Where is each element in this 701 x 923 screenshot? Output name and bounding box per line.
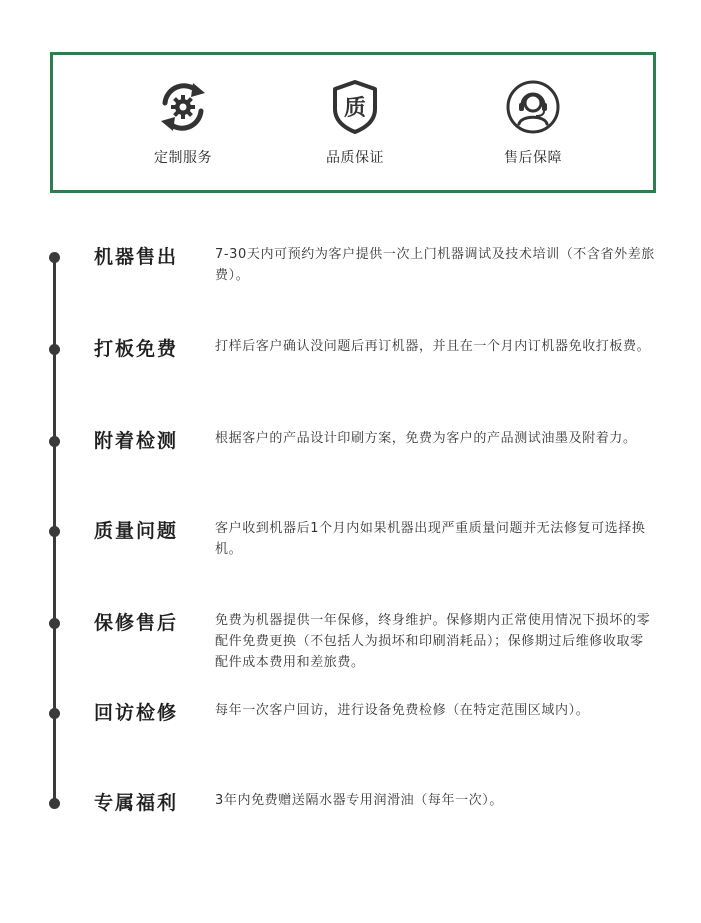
timeline-dot — [49, 708, 60, 719]
service-label: 定制服务 — [154, 150, 212, 166]
timeline-title: 专属福利 — [94, 792, 179, 814]
timeline-title: 回访检修 — [94, 702, 179, 724]
timeline-desc: 每年一次客户回访，进行设备免费检修（在特定范围区域内）。 — [215, 703, 590, 718]
service-quality — [285, 77, 425, 167]
gear-refresh-icon — [153, 77, 213, 137]
timeline-title: 保修售后 — [94, 612, 179, 634]
timeline-title: 机器售出 — [94, 246, 179, 268]
service-label: 品质保证 — [326, 150, 384, 166]
timeline-desc: 客户收到机器后1个月内如果机器出现严重质量问题并无法修复可选择换机。 — [215, 521, 646, 557]
timeline-desc: 打样后客户确认没问题后再订机器，并且在一个月内订机器免收打板费。 — [215, 339, 651, 354]
timeline-title: 打板免费 — [94, 338, 179, 360]
timeline-title: 质量问题 — [94, 520, 179, 542]
timeline-dot — [49, 344, 60, 355]
timeline-desc: 3年内免费赠送隔水器专用润滑油（每年一次）。 — [215, 793, 503, 808]
headset-support-icon — [503, 77, 563, 137]
service-label: 售后保障 — [504, 150, 562, 166]
timeline-desc: 免费为机器提供一年保修，终身维护。保修期内正常使用情况下损坏的零配件免费更换（不包括人为损坏和印刷消耗品）；保修期过后维修收取零配件成本费用和差旅费。 — [215, 613, 651, 670]
timeline-dot — [49, 252, 60, 263]
timeline-dot — [49, 436, 60, 447]
quality-shield-icon — [325, 77, 385, 137]
service-box — [50, 52, 656, 193]
timeline-title: 附着检测 — [94, 430, 179, 452]
timeline-dot — [49, 618, 60, 629]
timeline-dot — [49, 798, 60, 809]
shield-glyph: 质 — [343, 96, 367, 121]
timeline-desc: 7-30天内可预约为客户提供一次上门机器调试及技术培训（不含省外差旅费）。 — [215, 247, 655, 283]
timeline-desc: 根据客户的产品设计印刷方案，免费为客户的产品测试油墨及附着力。 — [215, 431, 637, 446]
timeline-dot — [49, 526, 60, 537]
service-aftersales — [463, 77, 603, 167]
service-custom — [113, 77, 253, 167]
